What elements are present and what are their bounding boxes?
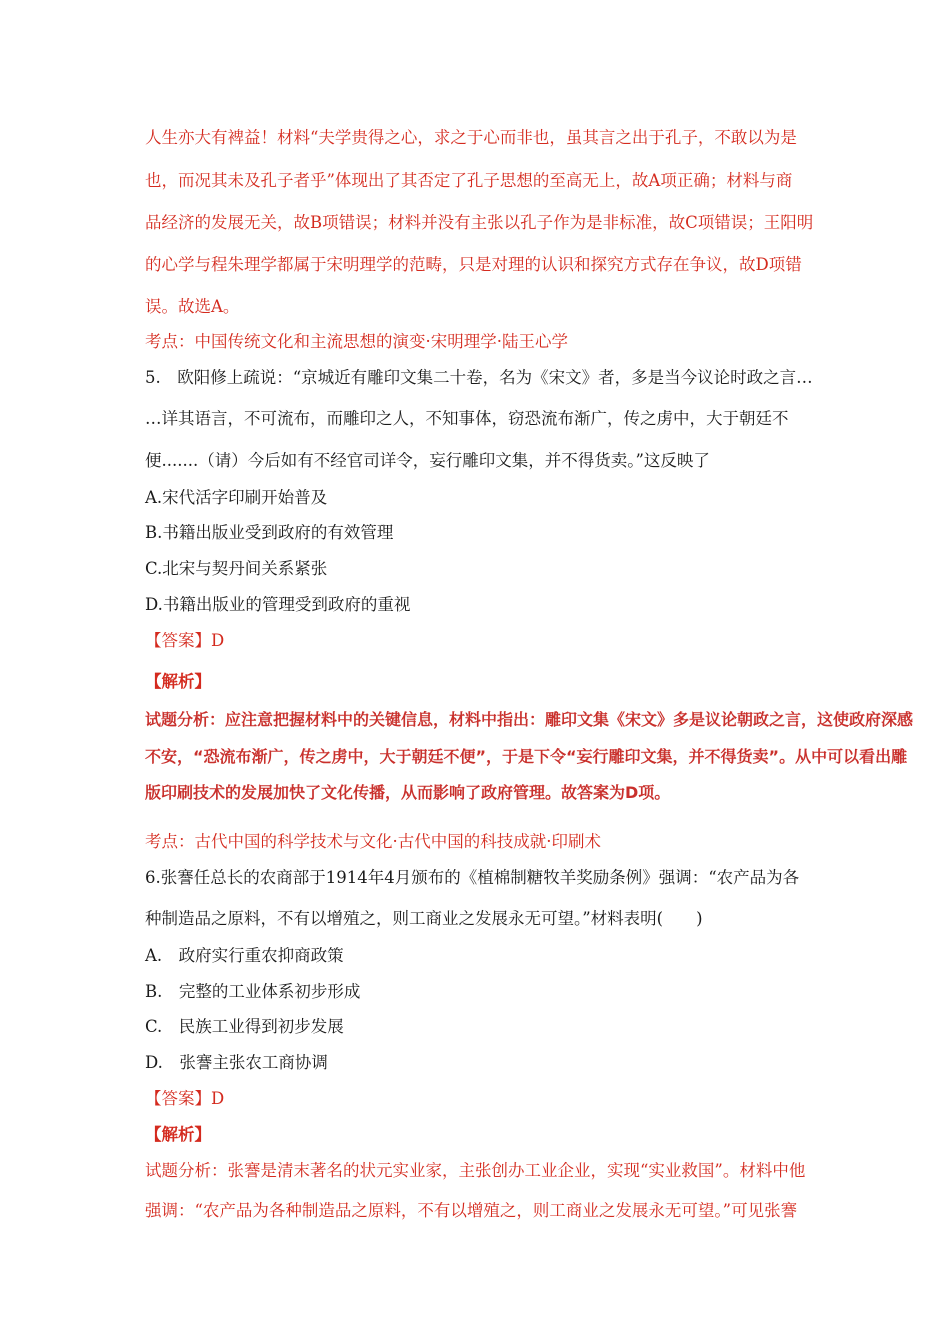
q4-analysis-line: 品经济的发展无关，故B项错误；材料并没有主张以孔子作为是非标准，故C项错误；王阳明 [145, 213, 814, 232]
q4-kaodian: 考点：中国传统文化和主流思想的演变·宋明理学·陆王心学 [145, 332, 568, 351]
q6-answer: 【答案】D [145, 1089, 225, 1108]
q6-option-b: B. 完整的工业体系初步形成 [145, 982, 361, 1001]
q4-analysis-line: 的心学与程朱理学都属于宋明理学的范畴，只是对理的认识和探究方式存在争议，故D项错 [145, 255, 802, 274]
q6-analysis-title: 【解析】 [145, 1125, 211, 1144]
q6-analysis-line: 强调：“农产品为各种制造品之原料，不有以增殖之，则工商业之发展永无可望。”可见张謇 [145, 1201, 798, 1220]
q6-option-c: C. 民族工业得到初步发展 [145, 1017, 344, 1036]
q4-analysis-line: 人生亦大有裨益！材料“夫学贵得之心，求之于心而非也，虽其言之出于孔子，不敢以为是 [145, 128, 797, 147]
q5-analysis-line: 版印刷技术的发展加快了文化传播，从而影响了政府管理。故答案为D项。 [145, 783, 671, 802]
q5-answer: 【答案】D [145, 631, 225, 650]
q5-stem-line: 便.......（请）今后如有不经官司详令，妄行雕印文集，并不得货卖。”这反映了 [145, 451, 710, 470]
q6-stem-line: 种制造品之原料，不有以增殖之，则工商业之发展永无可望。”材料表明( ) [145, 909, 703, 928]
q5-stem-line: …详其语言，不可流布，而雕印之人，不知事体，窃恐流布渐广，传之虏中，大于朝廷不 [145, 409, 789, 428]
q6-option-d: D. 张謇主张农工商协调 [145, 1053, 328, 1072]
q5-analysis-line: 试题分析：应注意把握材料中的关键信息，材料中指出：雕印文集《宋文》多是议论朝政之言，这使政府深感 [145, 710, 914, 729]
q5-analysis-title: 【解析】 [145, 672, 211, 691]
q4-analysis-line: 误。故选A。 [145, 297, 240, 316]
q5-option-c: C.北宋与契丹间关系紧张 [145, 559, 328, 578]
q6-option-a: A. 政府实行重农抑商政策 [145, 946, 344, 965]
q5-option-d: D.书籍出版业的管理受到政府的重视 [145, 595, 411, 614]
q5-analysis-line: 不安，“恐流布渐广，传之虏中，大于朝廷不便”，于是下令“妄行雕印文集，并不得货卖”。从中可以看出雕 [145, 747, 908, 766]
q6-analysis-line: 试题分析：张謇是清末著名的状元实业家，主张创办工业企业，实现“实业救国”。材料中他 [145, 1161, 806, 1180]
q5-option-a: A.宋代活字印刷开始普及 [145, 488, 328, 507]
q5-kaodian: 考点：古代中国的科学技术与文化·古代中国的科技成就·印刷术 [145, 832, 601, 851]
q4-analysis-line: 也，而况其未及孔子者乎”体现出了其否定了孔子思想的至高无上，故A项正确；材料与商 [145, 171, 793, 190]
q6-stem-line: 6.张謇任总长的农商部于1914年4月颁布的《植棉制糖牧羊奖励条例》强调：“农产品为各 [145, 868, 800, 887]
q5-option-b: B.书籍出版业受到政府的有效管理 [145, 523, 394, 542]
q5-stem-line: 5. 欧阳修上疏说：“京城近有雕印文集二十卷，名为《宋文》者，多是当今议论时政之言… [145, 368, 813, 387]
